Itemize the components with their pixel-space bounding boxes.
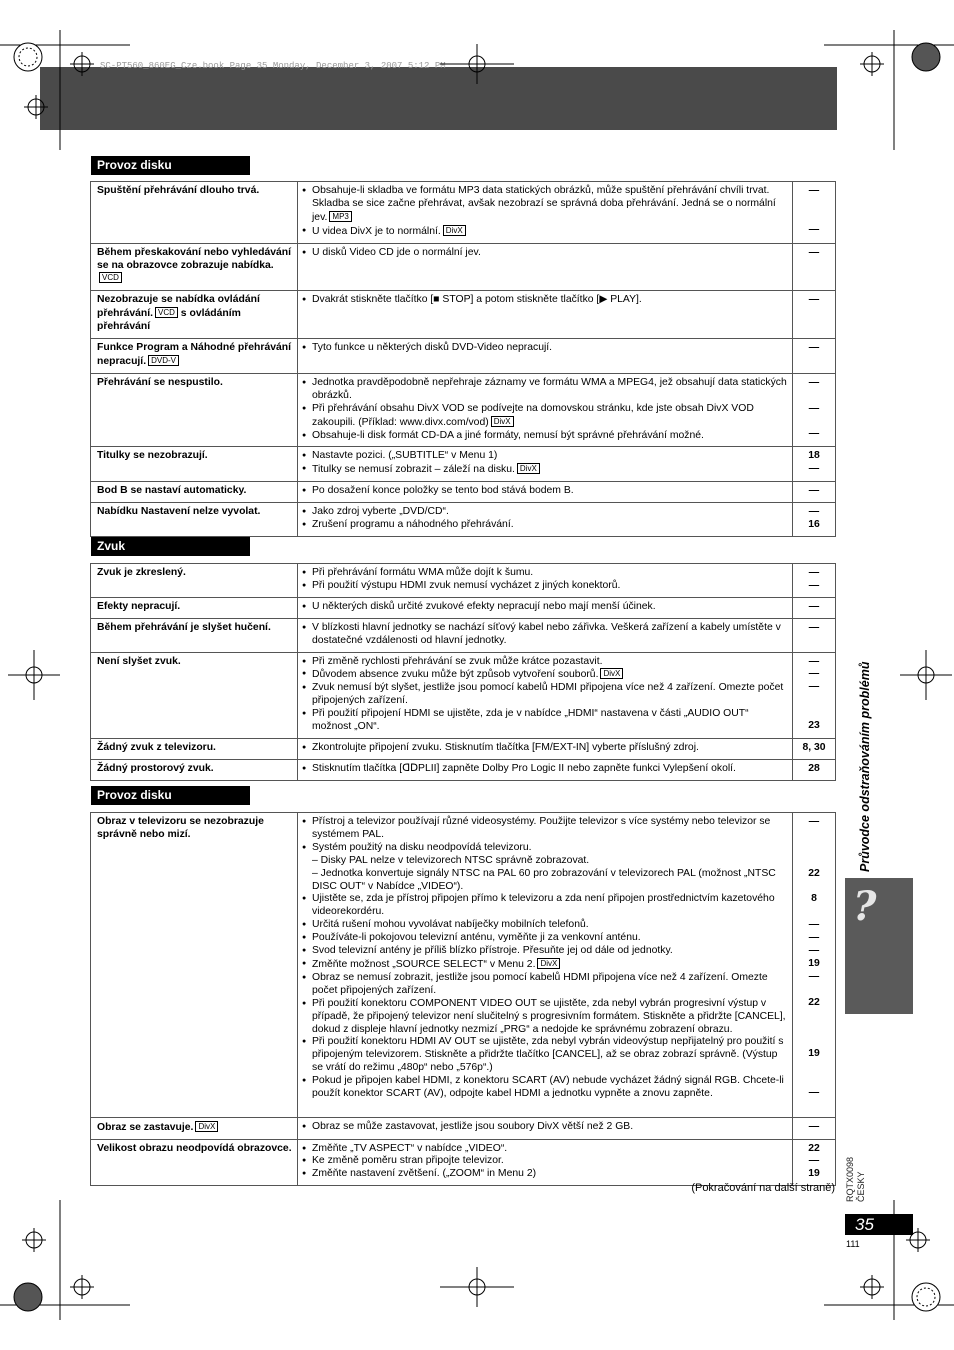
page-ref: — (808, 668, 820, 680)
solution-text: Ke změně poměru stran připojte televizor. (312, 1155, 504, 1167)
page-ref: — (808, 223, 820, 235)
page-ref: — (808, 1120, 820, 1132)
continued-note: (Pokračování na další straně) (691, 1182, 835, 1194)
disc-type-badge: DVD-V (148, 355, 179, 366)
page-ref: — (808, 816, 820, 827)
solution-text: U některých disků určité zvukové efekty nepracují nebo mají menší účinek. (312, 600, 656, 612)
page-ref: — (808, 294, 820, 306)
disc-type-badge: DivX (517, 463, 540, 474)
solution-text: Jednotka pravděpodobně nepřehraje záznamy ve formátu WMA a MPEG4, jež obsahují data statických obrázků. (312, 376, 787, 401)
problem-text: Spuštění přehrávání dlouho trvá. (97, 185, 260, 196)
problem-text: Není slyšet zvuk. (97, 655, 181, 667)
solution-text: Při přehrávání obsahu DivX VOD se podívejte na domovskou stránku, kde jste obsah DivX VOD zakoupili. (Příklad: www.divx.com/vod) (312, 402, 754, 428)
problem-text: Titulky se nezobrazují. (97, 450, 208, 462)
page-ref: — (808, 376, 820, 388)
page-ref: 28 (808, 762, 820, 774)
page-ref: 8 (811, 893, 817, 905)
solution-text: Změňte možnost „SOURCE SELECT“ v Menu 2. (312, 958, 536, 970)
disc-type-badge: VCD (99, 272, 122, 283)
page-ref: 18 (808, 450, 820, 462)
solution-text: Dvakrát stiskněte tlačítko [■ STOP] a potom stiskněte tlačítko [▶ PLAY]. (312, 294, 642, 306)
page-ref: — (808, 485, 820, 497)
solution-text: Systém použitý na disku neodpovídá televizoru. (312, 841, 532, 853)
page-ref: 22 (808, 1142, 820, 1154)
disc-type-badge: DivX (537, 958, 560, 969)
solution-text: Přístroj a televizor používají různé videosystémy. Použijte televizor s více systémy nebo televizor se systémem PAL. (312, 816, 771, 840)
page-ref: — (808, 567, 820, 578)
solution-text: – Disky PAL nelze v televizorech NTSC správně zobrazovat. (312, 854, 590, 866)
page-ref: — (808, 428, 820, 440)
color-target-icon (14, 43, 940, 1311)
solution-text: V blízkosti hlavní jednotky se nachází síťový kabel nebo zářivka. Veškerá zařízení a kabely umístěte v dostatečné vzdálenosti od hlavní jednotky. (312, 621, 781, 646)
page-ref: — (808, 1155, 820, 1167)
problem-text: Funkce Program a Náhodné přehrávání nepracují. (97, 342, 292, 367)
solution-text: Obraz se může zastavovat, jestliže jsou soubory DivX větší než 2 GB. (312, 1120, 634, 1132)
solution-text: Svod televizní antény je příliš blízko přístroje. Přesuňte jej od dále od jednotky. (312, 945, 673, 957)
page-ref: — (808, 970, 820, 982)
solution-text: U videa DivX je to normální. (312, 225, 441, 237)
solution-text: Při použití výstupu HDMI zvuk nemusí vycházet z jiných konektorů. (312, 579, 621, 591)
problem-text: Efekty nepracují. (97, 600, 181, 612)
page-ref: 19 (808, 1048, 820, 1060)
solution-text: Určitá rušení mohou vyvolávat nabíječky mobilních telefonů. (312, 919, 589, 931)
page-ref: — (808, 681, 820, 693)
solution-text: Obsahuje-li disk formát CD-DA a jiné formáty, nemusí být správné přehrávání možné. (312, 429, 704, 441)
solution-text: Při použití připojení HDMI se ujistěte, zda je v nabídce „HDMI“ nastavena v části „AUDIO OUT“ možnost „ON“. (312, 708, 749, 733)
disc-type-badge: MP3 (329, 211, 351, 222)
problem-text: Nabídku Nastavení nelze vyvolat. (97, 506, 261, 518)
page-number: 35 (845, 1214, 913, 1235)
page-ref: — (808, 246, 820, 258)
page-ref: 22 (808, 996, 820, 1008)
problem-text: Obraz se zastavuje. (97, 1121, 194, 1133)
disc-type-badge: DivX (195, 1121, 218, 1132)
problem-text: Bod B se nastaví automaticky. (97, 485, 247, 497)
page-ref: — (808, 600, 820, 612)
page-ref: — (808, 342, 820, 354)
solution-text: Pokud je připojen kabel HDMI, z konektoru SCART (AV) nebude vycházet žádný signál RGB. Chcete-li použít konektor SCART (AV), odpojte kabel HDMI a jednotku vypněte a znovu zapněte. (312, 1075, 784, 1100)
page-ref: — (808, 1086, 820, 1098)
solution-text: – Jednotka konvertuje signály NTSC na PAL 60 pro zobrazování v televizorech PAL (možnost „NTSC DISC OUT“ v Nabídce „VIDEO“). (312, 867, 776, 892)
solution-text: Jako zdroj vyberte „DVD/CD“. (312, 506, 449, 518)
solution-text: Při použití konektoru HDMI AV OUT se ujistěte, zda nebyl vybrán videovýstup nepřijatelný pro použití s připojeným televizorem. Stiskněte a přidržte tlačítko [CANCEL], až se obraz zobrazí správně. (Výstup se vrátí do režimu „480p“ nebo „576p“.) (312, 1036, 784, 1074)
solution-text: Používáte-li pokojovou televizní anténu, vyměňte ji za venkovní anténu. (312, 932, 641, 944)
disc-type-badge: VCD (155, 307, 178, 318)
problem-text: Zvuk je zkreslený. (97, 567, 186, 578)
problem-text: Nezobrazuje se nabídka ovládání přehrávání. (97, 294, 260, 320)
page-ref: — (808, 621, 820, 633)
page-ref: — (808, 579, 820, 591)
disc-type-badge: DivX (443, 225, 466, 236)
page-ref: — (808, 402, 820, 414)
problem-text: Přehrávání se nespustilo. (97, 376, 223, 388)
page-ref: — (808, 463, 820, 475)
section-title-disc-2: Provoz disku (91, 786, 250, 805)
problem-text-suffix: s ovládáním přehrávání (97, 308, 241, 333)
solution-text: Při změně rychlosti přehrávání se zvuk může krátce pozastavit. (312, 655, 603, 667)
disc-type-badge: DivX (491, 416, 514, 427)
solution-text: Obsahuje-li skladba ve formátu MP3 data statických obrázků, může spuštění přehrávání chvíli trvat. Skladba se sice začne přehrávat, avšak nezobrazí se správná doba přehrávání. Jedná se o normální jev. (312, 185, 776, 223)
crosshair-icon (8, 44, 952, 1307)
page-ref: 16 (808, 519, 820, 531)
side-title: Průvodce odstraňováním problémů (858, 661, 872, 872)
question-mark-icon: ? (853, 883, 877, 930)
page-ref: — (808, 655, 820, 667)
page-ref: — (808, 944, 820, 956)
solution-text: Po dosažení konce položky se tento bod stává bodem B. (312, 485, 574, 497)
disc-type-badge: DivX (600, 668, 623, 679)
problem-text: Žádný zvuk z televizoru. (97, 741, 216, 753)
page-ref: 8, 30 (802, 741, 826, 753)
page-ref: — (808, 506, 820, 518)
page-ref: — (808, 185, 820, 196)
problem-text: Velikost obrazu neodpovídá obrazovce. (97, 1142, 292, 1154)
solution-text: Tyto funkce u některých disků DVD-Video nepracují. (312, 342, 553, 354)
print-info-line: SC-PT560_860EG_Cze.book Page 35 Monday, December 3, 2007 5:12 PM (100, 61, 446, 71)
problem-text: Během přeskakování nebo vyhledávání se na obrazovce zobrazuje nabídka. (97, 246, 292, 271)
solution-text: U disků Video CD jde o normální jev. (312, 246, 481, 258)
page-sub-number: 111 (846, 1239, 860, 1249)
solution-text: Zkontrolujte připojení zvuku. Stisknutím tlačítka [FM/EXT-IN] vyberte příslušný zdroj. (312, 741, 699, 753)
page-ref: 23 (808, 720, 820, 732)
solution-text: Stisknutím tlačítka [ᗡᗞPLII] zapněte Dolby Pro Logic II nebo zapněte funkci Vylepšení okolí. (312, 762, 736, 774)
problem-text: Žádný prostorový zvuk. (97, 762, 214, 774)
solution-text: Důvodem absence zvuku může být způsob vytvoření souborů. (312, 669, 599, 681)
solution-text: Změňte nastavení zvětšení. („ZOOM“ in Menu 2) (312, 1168, 537, 1180)
page-ref: — (808, 919, 820, 931)
language-text: ČESKY (856, 1171, 866, 1202)
page-ref: 19 (808, 1168, 820, 1180)
solution-text: Při přehrávání formátu WMA může dojít k šumu. (312, 567, 534, 578)
solution-text: Zrušení programu a náhodného přehrávání. (312, 519, 514, 531)
problem-text: Během přehrávání je slyšet hučení. (97, 621, 271, 633)
problem-text: Obraz v televizoru se nezobrazuje správně nebo mizí. (97, 816, 264, 840)
page-ref: 19 (808, 957, 820, 969)
solution-text: Titulky se nemusí zobrazit – záleží na disku. (312, 464, 515, 476)
section-title-disc-1: Provoz disku (91, 156, 250, 175)
solution-text: Ujistěte se, zda je přístroj připojen přímo k televizoru a zda není připojen prostřednictvím kazetového videorekordéru. (312, 893, 775, 918)
solution-text: Změňte „TV ASPECT“ v nabídce „VIDEO“. (312, 1142, 508, 1154)
page-ref: — (808, 932, 820, 944)
solution-text: Při použití konektoru COMPONENT VIDEO OUT se ujistěte, zda nebyl vybrán progresivní výstup v případě, že připojený televizor není slučitelný s progresivním formátem. Stiskněte a přidržte [CANCEL], dokud z displeje hlavní jednotky nezmizí „PRG“ a nedojde ke správnému zobrazení obrazu. (312, 997, 786, 1035)
section-title-sound: Zvuk (91, 537, 250, 556)
solution-text: Zvuk nemusí být slyšet, jestliže jsou pomocí kabelů HDMI připojena více než 4 zařízení. Omezte počet připojených zařízení. (312, 682, 784, 707)
solution-text: Obraz se nemusí zobrazit, jestliže jsou pomocí kabelů HDMI připojena více než 4 zařízení. Omezte počet připojených zařízení. (312, 971, 768, 996)
solution-text: Nastavte pozici. („SUBTITLE“ v Menu 1) (312, 450, 498, 462)
page-ref: 22 (808, 867, 820, 879)
doc-code-text: RQTX0098 (845, 1156, 855, 1202)
